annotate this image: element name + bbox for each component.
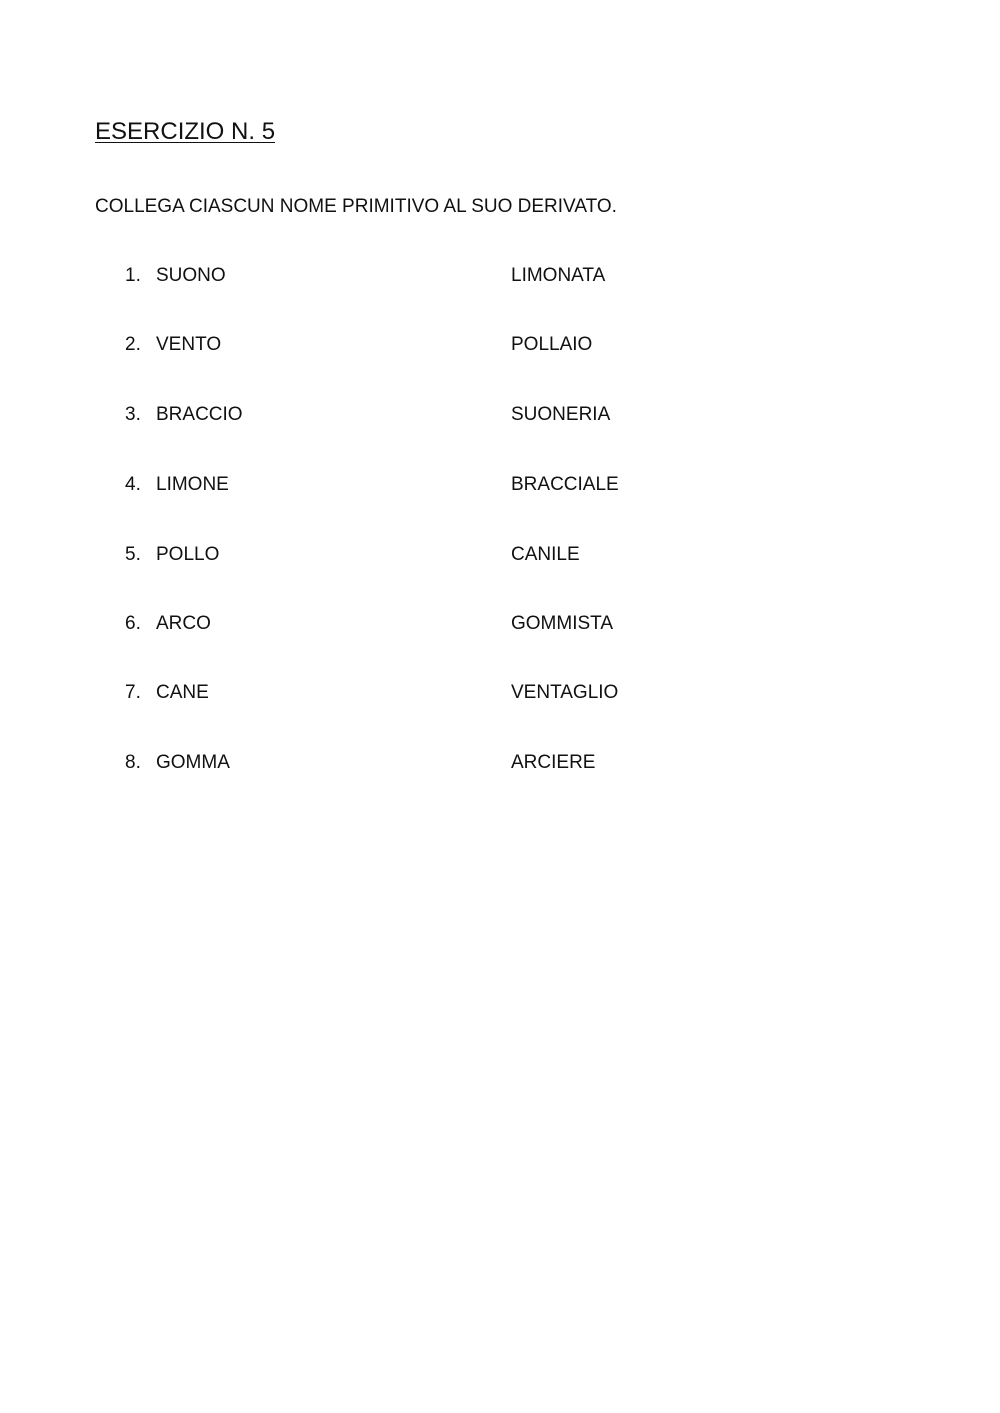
match-row bbox=[0, 404, 1000, 434]
item-number: 8. bbox=[125, 752, 141, 773]
match-row bbox=[0, 613, 1000, 643]
derived-noun: VENTAGLIO bbox=[511, 682, 619, 703]
primitive-noun: GOMMA bbox=[156, 752, 230, 773]
match-row bbox=[0, 334, 1000, 364]
primitive-noun: LIMONE bbox=[156, 474, 229, 495]
derived-noun: BRACCIALE bbox=[511, 474, 619, 495]
item-number: 2. bbox=[125, 334, 141, 355]
primitive-noun: SUONO bbox=[156, 265, 226, 286]
match-row bbox=[0, 474, 1000, 504]
item-number: 3. bbox=[125, 404, 141, 425]
derived-noun: GOMMISTA bbox=[511, 613, 614, 634]
primitive-noun: VENTO bbox=[156, 334, 222, 355]
derived-noun: POLLAIO bbox=[511, 334, 593, 355]
primitive-noun: POLLO bbox=[156, 544, 220, 565]
item-number: 5. bbox=[125, 544, 141, 565]
match-row bbox=[0, 265, 1000, 295]
match-row bbox=[0, 682, 1000, 712]
derived-noun: CANILE bbox=[511, 544, 580, 565]
exercise-title: ESERCIZIO N. 5 bbox=[95, 118, 276, 145]
primitive-noun: BRACCIO bbox=[156, 404, 243, 425]
item-number: 1. bbox=[125, 265, 141, 286]
match-row bbox=[0, 544, 1000, 574]
primitive-noun: CANE bbox=[156, 682, 209, 703]
primitive-noun: ARCO bbox=[156, 613, 211, 634]
item-number: 7. bbox=[125, 682, 141, 703]
item-number: 6. bbox=[125, 613, 141, 634]
item-number: 4. bbox=[125, 474, 141, 495]
derived-noun: ARCIERE bbox=[511, 752, 596, 773]
exercise-instruction: COLLEGA CIASCUN NOME PRIMITIVO AL SUO DERIVATO. bbox=[95, 196, 617, 217]
derived-noun: LIMONATA bbox=[511, 265, 606, 286]
match-row bbox=[0, 752, 1000, 782]
derived-noun: SUONERIA bbox=[511, 404, 611, 425]
